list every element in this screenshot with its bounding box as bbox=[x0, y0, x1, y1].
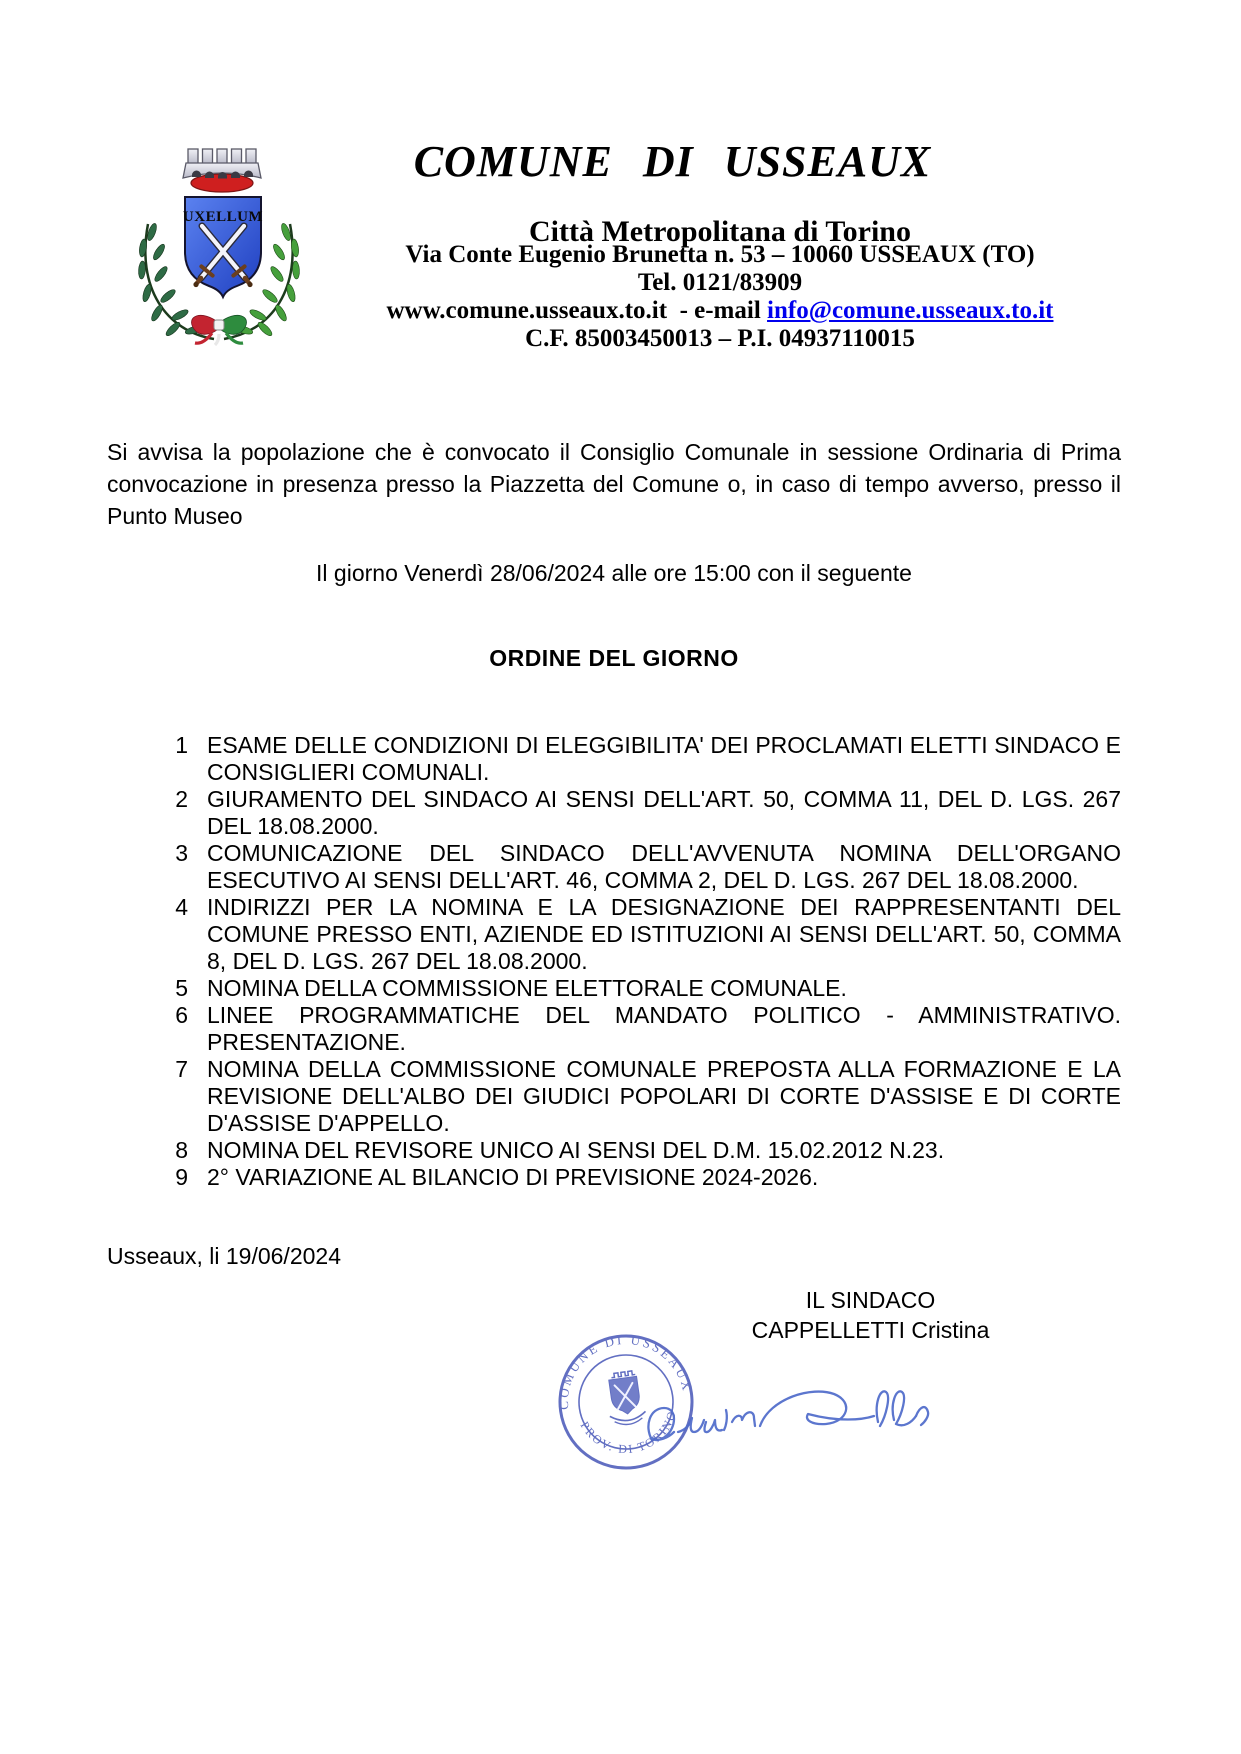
phone-line: Tel. 0121/83909 bbox=[637, 269, 803, 296]
agenda-item-number: 5 bbox=[175, 975, 188, 1001]
agenda-item-number: 4 bbox=[175, 894, 188, 920]
agenda-item bbox=[107, 840, 1121, 894]
agenda-item-text: LINEE PROGRAMMATICHE DEL MANDATO POLITICO - AMMINISTRATIVO. PRESENTAZIONE. bbox=[207, 1002, 1121, 1055]
agenda-item bbox=[107, 786, 1121, 840]
email-label: - e-mail bbox=[679, 297, 761, 324]
agenda-item-text: INDIRIZZI PER LA NOMINA E LA DESIGNAZIONE DEI RAPPRESENTANTI DEL COMUNE PRESSO ENTI, AZIENDE ED ISTITUZIONI AI SENSI DELL'ART. 50, COMMA 8, DEL D. LGS. 267 DEL 18.08.2000. bbox=[207, 894, 1121, 974]
subtitle: Città Metropolitana di Torino bbox=[529, 215, 911, 248]
agenda-item-number: 2 bbox=[175, 786, 188, 812]
place-and-date: Usseaux, li 19/06/2024 bbox=[107, 1243, 341, 1269]
page-title: COMUNE DI USSEAUX bbox=[413, 137, 932, 186]
agenda-item-number: 6 bbox=[175, 1002, 188, 1028]
signature-block bbox=[733, 1285, 1008, 1345]
website-text: www.comune.usseaux.to.it bbox=[386, 297, 668, 324]
signer-name: CAPPELLETTI Cristina bbox=[751, 1317, 990, 1343]
agenda-item-text: NOMINA DELLA COMMISSIONE COMUNALE PREPOSTA ALLA FORMAZIONE E LA REVISIONE DELL'ALBO DEI GIUDICI POPOLARI DI CORTE D'ASSISE E DI CORTE D'ASSISE D'APPELLO. bbox=[207, 1056, 1121, 1136]
agenda-item bbox=[107, 732, 1121, 786]
agenda-item bbox=[107, 975, 1121, 1002]
agenda-item bbox=[107, 1002, 1121, 1056]
stamp-top-text: COMUNE DI USSEAUX bbox=[555, 1331, 696, 1411]
agenda-item-number: 9 bbox=[175, 1164, 188, 1190]
agenda-item bbox=[107, 1056, 1121, 1137]
fiscal-line: C.F. 85003450013 – P.I. 04937110015 bbox=[525, 325, 915, 352]
agenda-item-text: GIURAMENTO DEL SINDACO AI SENSI DELL'ART. 50, COMMA 11, DEL D. LGS. 267 DEL 18.08.2000. bbox=[207, 786, 1121, 839]
agenda-item-number: 1 bbox=[175, 732, 188, 758]
shield-motto: UXELLUM bbox=[182, 209, 264, 225]
stamp-bottom-text: · PROV. DI TORINO · bbox=[573, 1400, 681, 1457]
agenda-item bbox=[107, 1137, 1121, 1164]
agenda-item-text: NOMINA DELLA COMMISSIONE ELETTORALE COMUNALE. bbox=[207, 975, 847, 1001]
address-line: Via Conte Eugenio Brunetta n. 53 – 10060 USSEAUX (TO) bbox=[405, 241, 1035, 268]
agenda-item-number: 8 bbox=[175, 1137, 188, 1163]
handwritten-signature bbox=[640, 1378, 930, 1470]
agenda-title: ORDINE DEL GIORNO bbox=[489, 645, 739, 671]
agenda-item bbox=[107, 894, 1121, 975]
agenda-item-text: COMUNICAZIONE DEL SINDACO DELL'AVVENUTA NOMINA DELL'ORGANO ESECUTIVO AI SENSI DELL'ART. 46, COMMA 2, DEL D. LGS. 267 DEL 18.08.2000. bbox=[207, 840, 1121, 893]
meeting-dateline: Il giorno Venerdì 28/06/2024 alle ore 15:00 con il seguente bbox=[316, 560, 912, 586]
signer-role: IL SINDACO bbox=[805, 1287, 936, 1313]
agenda-item-text: NOMINA DEL REVISORE UNICO AI SENSI DEL D.M. 15.02.2012 N.23. bbox=[207, 1137, 945, 1163]
agenda-item-text: 2° VARIAZIONE AL BILANCIO DI PREVISIONE 2024-2026. bbox=[207, 1164, 819, 1190]
agenda-item-number: 3 bbox=[175, 840, 188, 866]
tricolour-ribbon-icon bbox=[192, 315, 247, 345]
agenda-item-number: 7 bbox=[175, 1056, 188, 1082]
notice-paragraph: Si avvisa la popolazione che è convocato il Consiglio Comunale in sessione Ordinaria di Prima convocazione in presenza presso la Piazzetta del Comune o, in caso di tempo avverso, presso il Punto Museo bbox=[107, 439, 1121, 529]
agenda-item-text: ESAME DELLE CONDIZIONI DI ELEGGIBILITA' DEI PROCLAMATI ELETTI SINDACO E CONSIGLIERI COMUNALI. bbox=[207, 732, 1121, 785]
contact-block bbox=[250, 241, 1190, 353]
agenda-item bbox=[107, 1164, 1121, 1191]
email-link[interactable]: info@comune.usseaux.to.it bbox=[767, 297, 1054, 324]
agenda-list bbox=[107, 732, 1121, 1191]
web-line bbox=[250, 297, 1190, 325]
